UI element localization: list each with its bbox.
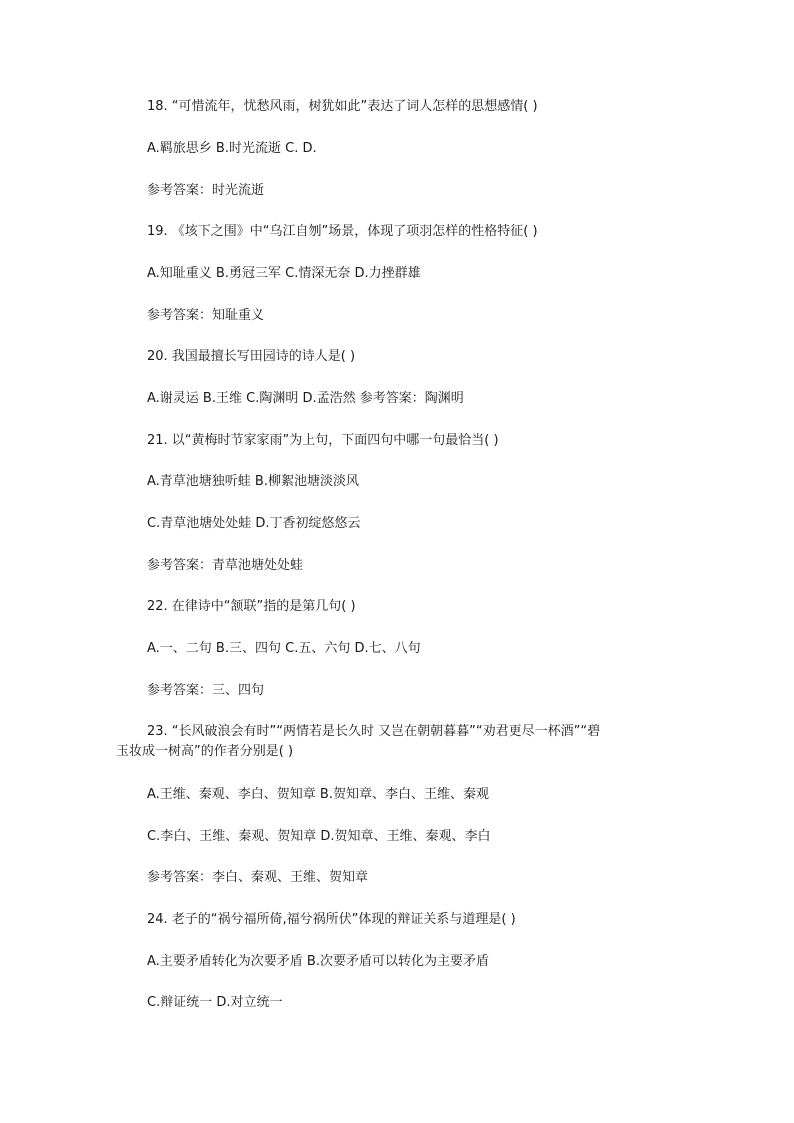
question-24-options-ab: A.主要矛盾转化为次要矛盾 B.次要矛盾可以转化为主要矛盾 <box>147 954 489 969</box>
question-23-answer: 参考答案：李白、秦观、王维、贺知章 <box>147 870 369 885</box>
question-24-text: 24. 老子的“祸兮福所倚,福兮祸所伏”体现的辩证关系与道理是( ) <box>147 912 516 927</box>
question-23-line-2: 玉妆成一树高”的作者分别是( ) <box>116 744 294 759</box>
question-18-text: 18. “可惜流年，忧愁风雨，树犹如此”表达了词人怎样的思想感情( ) <box>147 99 538 114</box>
question-19-answer: 参考答案：知耻重义 <box>147 308 265 323</box>
question-21-options-ab: A.青草池塘独听蛙 B.柳絮池塘淡淡风 <box>147 474 359 489</box>
question-22-options: A.一、二句 B.三、四句 C.五、六句 D.七、八句 <box>147 641 421 656</box>
question-21-options-cd: C.青草池塘处处蛙 D.丁香初绽悠悠云 <box>147 516 361 531</box>
question-19-text: 19. 《垓下之围》中“乌江自刎”场景，体现了项羽怎样的性格特征( ) <box>147 224 538 239</box>
question-21-text: 21. 以“黄梅时节家家雨”为上句，下面四句中哪一句最恰当( ) <box>147 433 499 448</box>
question-20-text: 20. 我国最擅长写田园诗的诗人是( ) <box>147 349 356 364</box>
question-20-options-answer: A.谢灵运 B.王维 C.陶渊明 D.孟浩然 参考答案：陶渊明 <box>147 391 464 406</box>
question-21-answer: 参考答案：青草池塘处处蛙 <box>147 558 304 573</box>
question-18-options: A.羁旅思乡 B.时光流逝 C. D. <box>147 141 317 156</box>
question-23-options-cd: C.李白、王维、秦观、贺知章 D.贺知章、王维、秦观、李白 <box>147 829 491 844</box>
question-23-line-1: 23. “长风破浪会有时”“两情若是长久时 又岂在朝朝暮暮”“劝君更尽一杯酒”“碧 <box>147 724 601 739</box>
question-22-text: 22. 在律诗中“颔联”指的是第几句( ) <box>147 599 356 614</box>
question-24-options-cd: C.辩证统一 D.对立统一 <box>147 995 283 1010</box>
question-23-options-ab: A.王维、秦观、李白、贺知章 B.贺知章、李白、王维、秦观 <box>147 787 489 802</box>
question-22-answer: 参考答案：三、四句 <box>147 683 265 698</box>
question-19-options: A.知耻重义 B.勇冠三军 C.情深无奈 D.力挫群雄 <box>147 266 421 281</box>
question-18-answer: 参考答案：时光流逝 <box>147 183 265 198</box>
question-23-text <box>116 722 696 762</box>
